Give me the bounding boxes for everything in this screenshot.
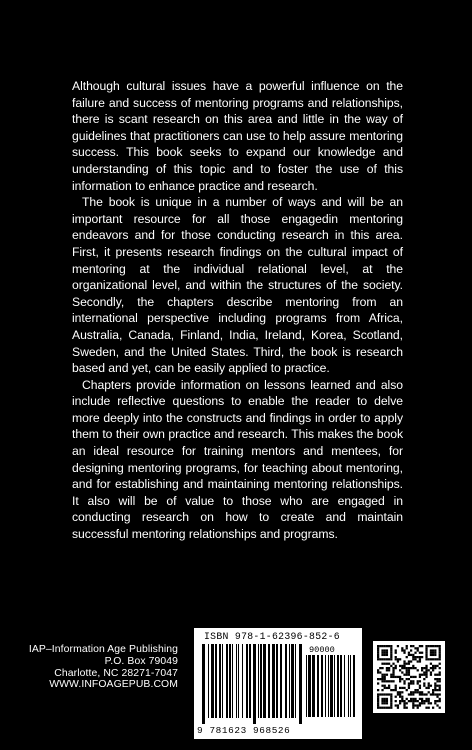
addon-barcode-bars xyxy=(306,655,358,723)
ean-barcode-bars xyxy=(202,644,302,724)
addon-code: 90000 xyxy=(309,645,335,655)
publisher-po-box: P.O. Box 79049 xyxy=(104,655,178,667)
back-cover-blurb xyxy=(72,78,403,543)
qr-code-image xyxy=(373,641,445,713)
blurb-paragraph-2: The book is unique in a number of ways and will be an important resource for all those engagedin mentoring endeavors and for those conducting research in this area. First, it presents research findings on the cultural impact of mentoring at the individual relational level, at the organizational level, and within the structures of the society. Secondly, the chapters describe mentoring from an international perspective including programs from Africa, Australia, Canada, Finland, India, Ireland, Korea, Scotland, Sweden, and the United States. Third, the book is research based and yet, can be easily applied to practice. xyxy=(72,195,403,376)
qr-code xyxy=(373,641,445,713)
blurb-paragraph-1: Although cultural issues have a powerful influence on the failure and success of mentoring programs and relationships, there is scant research on this area and little in the way of guidelines that practitioners can use to help assure mentoring success. This book seeks to expand our knowledge and understanding of this topic and to foster the use of this information to enhance practice and research. xyxy=(72,79,403,193)
isbn-barcode xyxy=(194,628,362,739)
blurb-paragraph-3: Chapters provide information on lessons learned and also include reflective questions to enable the reader to delve more deeply into the constructs and findings in order to apply them to their own practice and research. This makes the book an ideal resource for training mentors and mentees, for designing mentoring programs, for teaching about mentoring, and for establishing and maintaining mentoring relationships. It also will be of value to those who are engaged in conducting research on how to create and maintain successful mentoring relationships and programs. xyxy=(72,377,403,542)
ean-digits: 9 781623 968526 xyxy=(197,725,291,736)
publisher-address xyxy=(28,644,178,691)
publisher-name: IAP–Information Age Publishing xyxy=(28,644,178,655)
publisher-city: Charlotte, NC 28271-7047 xyxy=(54,667,178,679)
publisher-website: WWW.INFOAGEPUB.COM xyxy=(49,679,178,691)
isbn-label: ISBN 978-1-62396-852-6 xyxy=(204,631,340,642)
